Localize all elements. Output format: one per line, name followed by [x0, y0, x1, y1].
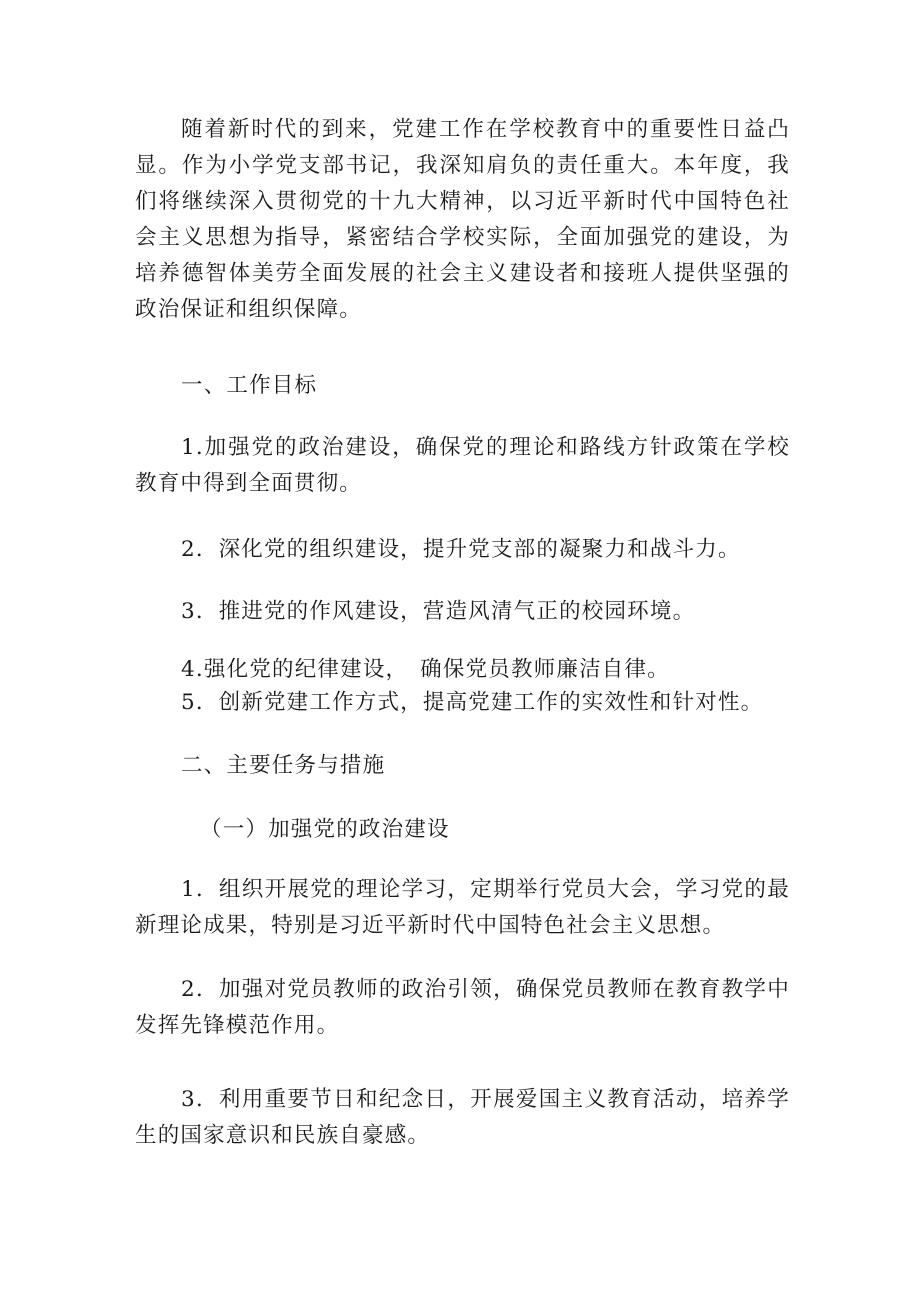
task-item-2: 2．加强对党员教师的政治引领，确保党员教师在教育教学中发挥先锋模范作用。: [135, 977, 790, 1038]
task-item-3: 3．利用重要节日和纪念日，开展爱国主义教育活动，培养学生的国家意识和民族自豪感。: [135, 1087, 790, 1148]
section-2-heading: 二、主要任务与措施: [181, 753, 386, 778]
goal-item-1: 1.加强党的政治建设，确保党的理论和路线方针政策在学校教育中得到全面贯彻。: [135, 435, 790, 496]
section-1-heading: 一、工作目标: [181, 373, 318, 398]
goal-item-4: 4.强化党的纪律建设， 确保党员教师廉洁自律。: [181, 657, 670, 682]
intro-paragraph: 随着新时代的到来，党建工作在学校教育中的重要性日益凸显。作为小学党支部书记，我深知肩负的责任重大。本年度，我们将继续深入贯彻党的十九大精神，以习近平新时代中国特色社会主义思想为指导，紧密结合学校实际，全面加强党的建设，为培养德智体美劳全面发展的社会主义建设者和接班人提供坚强的政治保证和组织保障。: [135, 117, 790, 322]
goal-item-3: 3．推进党的作风建设，营造风清气正的校园环境。: [181, 599, 696, 624]
subsection-1-heading: （一）加强党的政治建设: [200, 817, 450, 842]
goal-item-2: 2．深化党的组织建设，提升党支部的凝聚力和战斗力。: [181, 537, 741, 562]
goal-item-5: 5．创新党建工作方式，提高党建工作的实效性和针对性。: [181, 690, 764, 715]
task-item-1: 1．组织开展党的理论学习，定期举行党员大会，学习党的最新理论成果，特别是习近平新时代中国特色社会主义思想。: [135, 877, 790, 938]
